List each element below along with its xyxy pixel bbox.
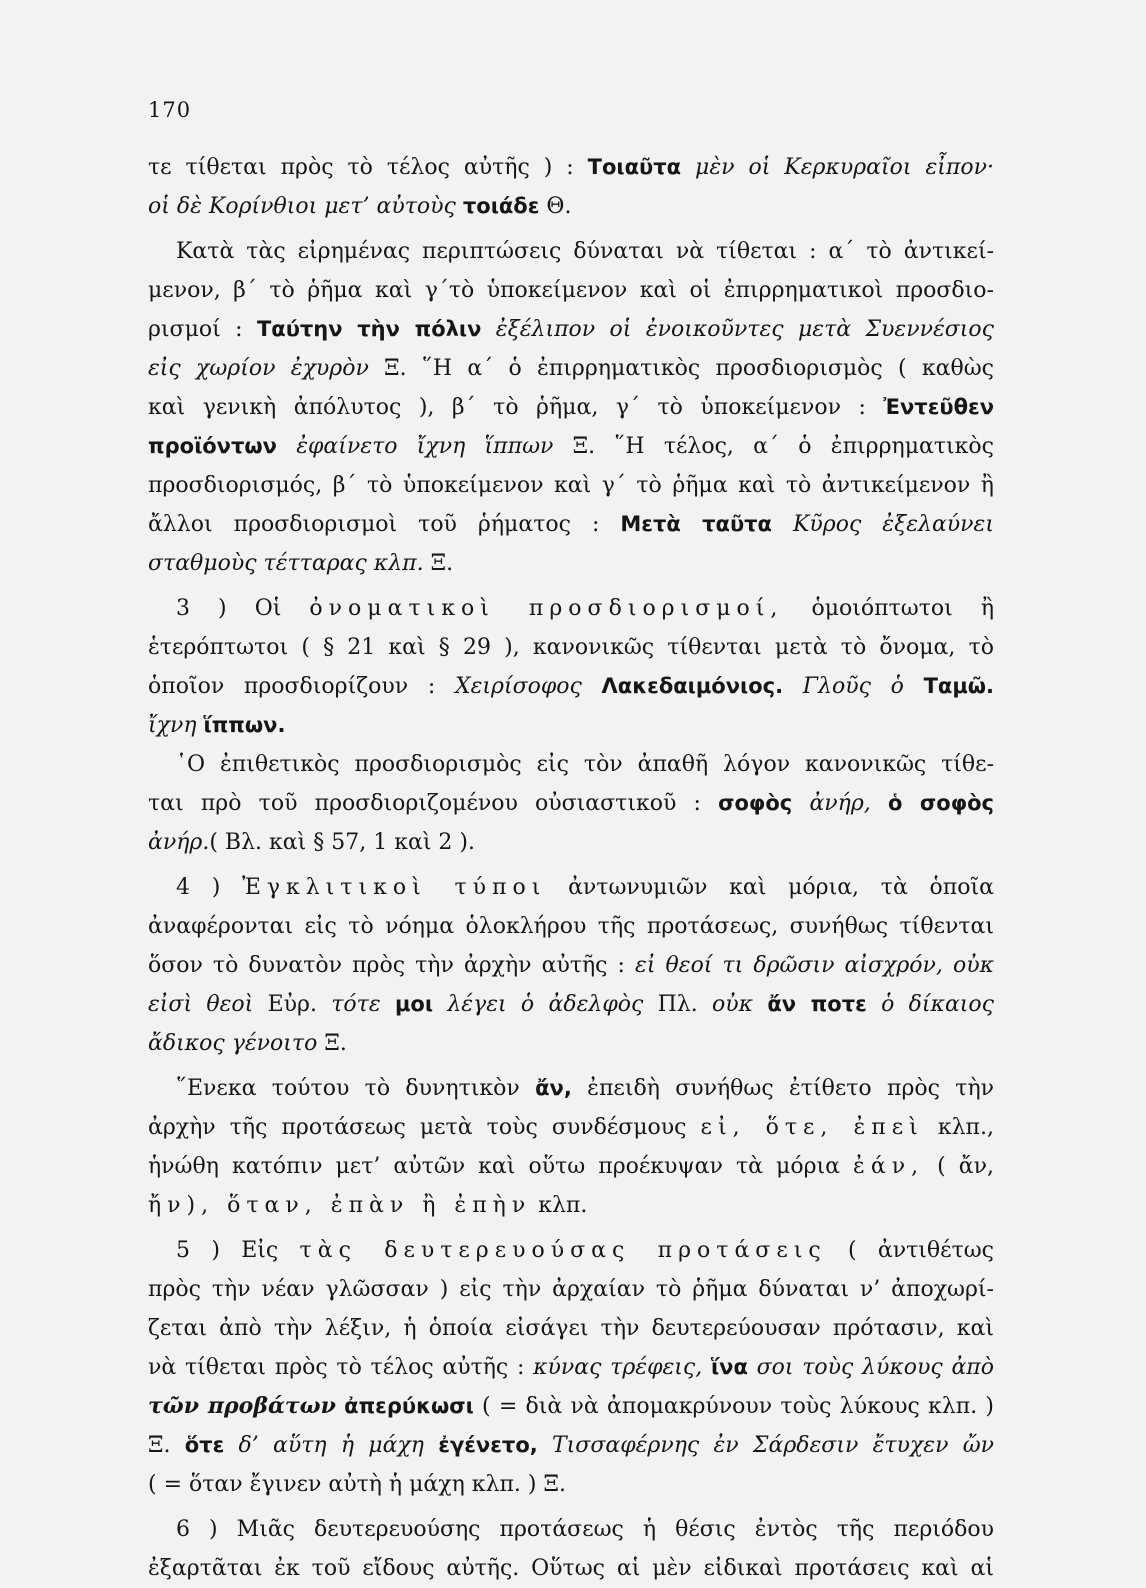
text-line xyxy=(148,784,994,823)
text-run: ὅτε xyxy=(184,1433,225,1457)
text-line xyxy=(148,427,994,466)
text-run: ἐξαρτᾶται ἐκ τοῦ εἴδους αὐτῆς. Οὕτως αἱ μὲν εἰδικαὶ προτάσεις καὶ αἱ xyxy=(148,1556,994,1581)
text-run: τε τίθεται πρὸς τὸ τέλος αὐτῆς ) : xyxy=(148,155,588,180)
text-line xyxy=(148,1348,994,1387)
text-run xyxy=(277,434,296,459)
text-run: μὲν οἱ Κερκυραῖοι εἶπον· xyxy=(695,155,995,180)
text-run xyxy=(424,1433,438,1458)
text-run: λέγει ὁ ἀδελφὸς xyxy=(447,992,644,1017)
text-run: ἀπερύκωσι xyxy=(344,1394,474,1418)
text-run xyxy=(772,512,793,537)
text-run: ἐπειδὴ συνήθως ἐτίθετο πρὸς τὴν xyxy=(571,1076,994,1101)
text-run: Ξ. ῞Η α΄ ὁ ἐπιρρηματικὸς προσδιορισμὸς ( καθὼς xyxy=(368,356,994,381)
text-run: κλπ. xyxy=(531,1193,588,1218)
text-run: 6 ) Μιᾶς δευτερευούσης προτάσεως ἡ θέσις ἐντὸς τῆς περιόδου xyxy=(176,1517,994,1542)
text-run: ἵππων. xyxy=(203,713,286,737)
text-run xyxy=(783,674,803,699)
text-run xyxy=(681,155,695,180)
text-run: ῾Ο ἐπιθετικὸς προσδιορισμὸς εἰς τὸν ἀπαθῆ λόγον κανονικῶς τίθε- xyxy=(176,752,994,777)
text-line xyxy=(148,544,994,583)
text-run: ται πρὸ τοῦ προσδιοριζομένου οὐσιαστικοῦ : xyxy=(148,791,719,816)
text-line xyxy=(148,349,994,388)
text-run: ρισμοί : xyxy=(148,317,257,342)
text-line xyxy=(148,868,994,907)
text-run: ζεται ἀπὸ τὴν λέξιν, ἡ ὁποία εἰσάγει τὴν δευτερεύουσαν πρότασιν, καὶ xyxy=(148,1316,994,1341)
text-run: Μετὰ ταῦτα xyxy=(620,512,772,536)
text-run xyxy=(481,317,495,342)
text-line xyxy=(148,1387,994,1426)
text-run: ἀντωνυμιῶν καὶ μόρια, τὰ ὁποῖα xyxy=(546,875,994,900)
text-run: ἑτερόπτωτοι ( § 21 καὶ § 29 ), κανονικῶς τίθενται μετὰ τὸ ὄνομα, τὸ xyxy=(148,635,994,660)
text-run: Ξ. xyxy=(317,1031,347,1056)
text-run: οἱ δὲ Κορίνθιοι μετ’ αὐτοὺς xyxy=(148,194,463,219)
text-line xyxy=(148,1549,994,1588)
text-line xyxy=(148,1147,994,1186)
text-run: ὀνοματικοὶ προσδιορισμοί, xyxy=(309,596,784,621)
text-run: 4 ) xyxy=(176,875,243,900)
text-run: τότε xyxy=(331,992,381,1017)
text-line xyxy=(148,1270,994,1309)
text-line xyxy=(148,628,994,667)
text-run: πρὸς τὴν νέαν γλῶσσαν ) εἰς τὴν ἀρχαίαν τὸ ῥῆμα δύναται ν’ ἀποχωρί- xyxy=(148,1277,994,1302)
text-run: Ξ. ῞Η τέλος, α΄ ὁ ἐπιρρηματικὸς xyxy=(553,434,994,459)
text-line xyxy=(148,1024,994,1063)
text-run: ὁμοιόπτωτοι ἢ xyxy=(783,596,994,621)
text-run: σταθμοὺς τέτταρας κλπ. xyxy=(148,551,424,576)
text-run: εἰσὶ θεοὶ xyxy=(148,992,254,1017)
text-run: Γλοῦς ὁ xyxy=(802,674,904,699)
text-run: ἄν ποτε xyxy=(767,992,867,1016)
text-run xyxy=(336,1394,344,1419)
text-run: σοι τοὺς λύκους ἀπὸ xyxy=(756,1355,995,1380)
text-run: Τοιαῦτα xyxy=(587,155,682,179)
text-run: ἐξέλιπον οἱ ἐνοικοῦντες μετὰ Συεννέσιος xyxy=(495,317,994,342)
text-run xyxy=(433,992,447,1017)
text-run: εἰ θεοί τι δρῶσιν αἰσχρόν, οὐκ xyxy=(635,953,994,978)
text-run xyxy=(792,791,809,816)
text-run: Ξ. xyxy=(148,1433,185,1458)
text-run: δ’ αὕτη ἡ μάχη xyxy=(238,1433,424,1458)
text-line xyxy=(148,505,994,544)
text-run: ἀρχὴν τῆς προτάσεως μετὰ τοὺς συνδέσμους xyxy=(148,1115,701,1140)
text-run: σοφὸς xyxy=(718,791,793,815)
text-run: ὁποῖον προσδιορίζουν : xyxy=(148,674,455,699)
text-run: ὁ δίκαιος xyxy=(881,992,994,1017)
text-run: ἡνώθη κατόπιν μετ’ αὐτῶν καὶ οὕτω προέκυψαν τὰ μόρια xyxy=(148,1154,854,1179)
text-line xyxy=(148,745,994,784)
text-run xyxy=(702,1355,711,1380)
text-run: Ἐγκλιτικοὶ τύποι xyxy=(242,875,547,900)
text-run: Ξ. xyxy=(423,551,454,576)
text-run: ἀναφέρονται εἰς τὸ νόημα ὁλοκλήρου τῆς προτάσεως, συνήθως τίθενται xyxy=(148,914,994,939)
text-run: Κῦρος ἐξελαύνει xyxy=(792,512,994,537)
text-run: ( ἀντιθέτως xyxy=(826,1238,994,1263)
text-line xyxy=(148,310,994,349)
text-line xyxy=(148,1231,994,1270)
page-number: 170 xyxy=(148,98,192,122)
text-line xyxy=(148,1510,994,1549)
text-run xyxy=(224,1433,238,1458)
text-line xyxy=(148,589,994,628)
text-line xyxy=(148,1309,994,1348)
text-run xyxy=(538,1433,552,1458)
text-line xyxy=(148,187,994,226)
text-run: ἐφαίνετο ἴχνη ἵππων xyxy=(296,434,554,459)
text-line xyxy=(148,985,994,1024)
text-run: ( Βλ. καὶ § 57, 1 καὶ 2 ). xyxy=(209,830,475,855)
text-run: ἀνήρ. xyxy=(148,830,210,855)
text-run: Κατὰ τὰς εἰρημένας περιπτώσεις δύναται νὰ τίθεται : α΄ τὸ ἀντικεί- xyxy=(176,239,994,264)
text-run: ἤν), ὅταν, ἐπὰν ἢ ἐπὴν xyxy=(148,1193,532,1218)
text-run xyxy=(871,791,888,816)
text-line xyxy=(148,388,994,427)
text-run: ἴχνη xyxy=(148,713,197,738)
text-line xyxy=(148,907,994,946)
text-run: ἄν, xyxy=(535,1076,572,1100)
text-run: τὰς δευτερευούσας προτάσεις xyxy=(299,1238,827,1263)
text-run: ( = ὅταν ἔγινεν αὐτὴ ἡ μάχη κλπ. ) Ξ. xyxy=(148,1472,566,1497)
text-run xyxy=(197,713,204,738)
text-run: εἰ, ὅτε, ἐπεὶ xyxy=(700,1115,924,1140)
text-run: Ταύτην τὴν πόλιν xyxy=(256,317,482,341)
text-run xyxy=(381,992,395,1017)
text-run xyxy=(582,674,602,699)
text-run: κλπ., xyxy=(923,1115,994,1140)
text-run xyxy=(748,1355,757,1380)
text-run: εἰς χωρίον ἐχυρὸν xyxy=(148,356,369,381)
text-run: Πλ. xyxy=(643,992,712,1017)
text-run: ἄλλοι προσδιορισμοὶ τοῦ ῥήματος : xyxy=(148,512,621,537)
text-run: ῞Ενεκα τούτου τὸ δυνητικὸν xyxy=(176,1076,536,1101)
text-run: Χειρίσοφος xyxy=(454,674,582,699)
text-run: ὅσον τὸ δυνατὸν πρὸς τὴν ἀρχὴν αὐτῆς : xyxy=(148,953,636,978)
text-line xyxy=(148,1108,994,1147)
text-run: ( = διὰ νὰ ἀπομακρύνουν τοὺς λύκους κλπ. ) xyxy=(473,1394,994,1419)
text-run: οὐκ xyxy=(712,992,754,1017)
text-run: καὶ γενικὴ ἀπόλυτος ), β΄ τὸ ῥῆμα, γ΄ τὸ ὑποκείμενον : xyxy=(148,395,884,420)
text-run: νὰ τίθεται πρὸς τὸ τέλος αὐτῆς : xyxy=(148,1355,534,1380)
text-run: τῶν προβάτων xyxy=(148,1393,336,1419)
text-line xyxy=(148,706,994,745)
text-line xyxy=(148,148,994,187)
text-run: προϊόντων xyxy=(148,434,277,458)
text-run: μοι xyxy=(394,992,434,1016)
text-run: προσδιορισμός, β΄ τὸ ὑποκείμενον καὶ γ΄ τὸ ῥῆμα καὶ τὸ ἀντικείμενον ἢ xyxy=(148,473,994,498)
text-run xyxy=(753,992,767,1017)
text-run: 5 ) Εἰς xyxy=(176,1238,300,1263)
text-line xyxy=(148,1069,994,1108)
text-run: Ταμῶ. xyxy=(923,674,995,698)
text-line xyxy=(148,823,994,862)
text-run: ἐγένετο, xyxy=(438,1433,538,1457)
text-run: Τισσαφέρνης ἐν Σάρδεσιν ἔτυχεν ὤν xyxy=(552,1433,995,1458)
text-line xyxy=(148,466,994,505)
text-run: Θ. xyxy=(539,194,572,219)
text-line xyxy=(148,1426,994,1465)
text-run: ἀνήρ, xyxy=(809,791,871,816)
text-line xyxy=(148,1186,994,1225)
text-line xyxy=(148,667,994,706)
text-run: ἄδικος γένοιτο xyxy=(148,1031,318,1056)
text-run: Λακεδαιμόνιος. xyxy=(601,674,784,698)
text-line xyxy=(148,271,994,310)
text-run: ( ἄν, xyxy=(924,1154,994,1179)
text-run: ἵνα xyxy=(710,1355,748,1379)
text-run: Ἐντεῦθεν xyxy=(883,395,994,419)
text-run xyxy=(867,992,881,1017)
text-body xyxy=(148,148,994,1588)
text-line xyxy=(148,232,994,271)
text-run: ἐάν, xyxy=(853,1154,925,1179)
text-run: 3 ) Οἱ xyxy=(176,596,310,621)
text-run xyxy=(904,674,924,699)
text-run: μενον, β΄ τὸ ῥῆμα καὶ γ΄τὸ ὑποκείμενον καὶ οἱ ἐπιρρηματικοὶ προσδιο- xyxy=(148,278,994,303)
text-line xyxy=(148,946,994,985)
text-run: κύνας τρέφεις, xyxy=(533,1355,703,1380)
text-run: ὁ σοφὸς xyxy=(887,791,995,815)
text-run: τοιάδε xyxy=(462,194,540,218)
text-run: Εὐρ. xyxy=(253,992,332,1017)
text-line xyxy=(148,1465,994,1504)
